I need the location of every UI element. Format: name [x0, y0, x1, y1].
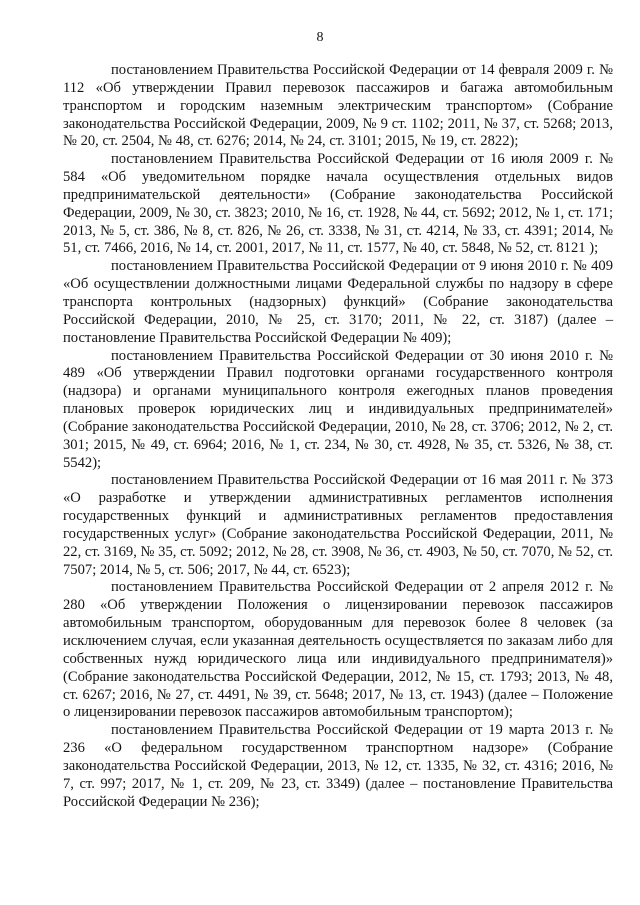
paragraph-decree-584: постановлением Правительства Российской Федерации от 16 июля 2009 г. № 584 «Об уведомительном порядке начала осуществления отдельных видов предпринимательской деятельности» (Собрание законодательства Российской Федерации, 2009, № 30, ст. 3823; 2010, № 16, ст. 1928, № 44, ст. 5692; 2012, № 1, ст. 171; 2013, № 5, ст. 386, № 8, ст. 826, № 26, ст. 3338, № 31, ст. 4214, № 33, ст. 4391; 2014, № 51, ст. 7466, 2016, № 14, ст. 2001, 2017, № 11, ст. 1577, № 40, ст. 5848, № 52, ст. 8121 );	[63, 151, 613, 257]
paragraph-decree-489: постановлением Правительства Российской Федерации от 30 июня 2010 г. № 489 «Об утверждении Правил подготовки органами государственного контроля (надзора) и органами муниципального контроля ежегодных планов проведения плановых проверок юридических лиц и индивидуальных предпринимателей» (Собрание законодательства Российской Федерации, 2010, № 28, ст. 3706; 2012, № 2, ст. 301; 2015, № 49, ст. 6964; 2016, № 1, ст. 234, № 30, ст. 4928, № 35, ст. 5326, № 38, ст. 5542);	[63, 347, 613, 471]
paragraph-decree-280: постановлением Правительства Российской Федерации от 2 апреля 2012 г. № 280 «Об утверждении Положения о лицензировании перевозок пассажиров автомобильным транспортом, оборудованным для перевозок более 8 человек (за исключением случая, если указанная деятельность осуществляется по заказам либо для собственных нужд юридического лица или индивидуального предпринимателя)» (Собрание законодательства Российской Федерации, 2012, № 15, ст. 1793; 2013, № 48, ст. 6267; 2016, № 27, ст. 4491, № 39, ст. 5648; 2017, № 13, ст. 1943) (далее – Положение о лицензировании перевозок пассажиров автомобильным транспортом);	[63, 579, 613, 721]
document-body	[63, 62, 613, 811]
page-number: 8	[316, 30, 324, 45]
paragraph-decree-112: постановлением Правительства Российской Федерации от 14 февраля 2009 г. № 112 «Об утверждении Правил перевозок пассажиров и багажа автомобильным транспортом и городским наземным электрическим транспортом» (Собрание законодательства Российской Федерации, 2009, № 9 ст. 1102; 2011, № 37, ст. 5268; 2013, № 20, ст. 2504, № 48, ст. 6276; 2014, № 24, ст. 3101; 2015, № 19, ст. 2822);	[63, 62, 613, 150]
paragraph-decree-373: постановлением Правительства Российской Федерации от 16 мая 2011 г. № 373 «О разработке и утверждении административных регламентов исполнения государственных функций и административных регламентов предоставления государственных услуг» (Собрание законодательства Российской Федерации, 2011, № 22, ст. 3169, № 35, ст. 5092; 2012, № 28, ст. 3908, № 36, ст. 4903, № 50, ст. 7070, № 52, ст. 7507; 2014, № 5, ст. 506; 2017, № 44, ст. 6523);	[63, 472, 613, 578]
paragraph-decree-236: постановлением Правительства Российской Федерации от 19 марта 2013 г. № 236 «О федеральном государственном транспортном надзоре» (Собрание законодательства Российской Федерации, 2013, № 12, ст. 1335, № 32, ст. 4316; 2016, № 7, ст. 997; 2017, № 1, ст. 209, № 23, ст. 3349) (далее – постановление Правительства Российской Федерации № 236);	[63, 722, 613, 810]
paragraph-decree-409: постановлением Правительства Российской Федерации от 9 июня 2010 г. № 409 «Об осуществлении должностными лицами Федеральной службы по надзору в сфере транспорта контрольных (надзорных) функций» (Собрание законодательства Российской Федерации, 2010, № 25, ст. 3170; 2011, № 22, ст. 3187) (далее – постановление Правительства Российской Федерации № 409);	[63, 258, 613, 346]
